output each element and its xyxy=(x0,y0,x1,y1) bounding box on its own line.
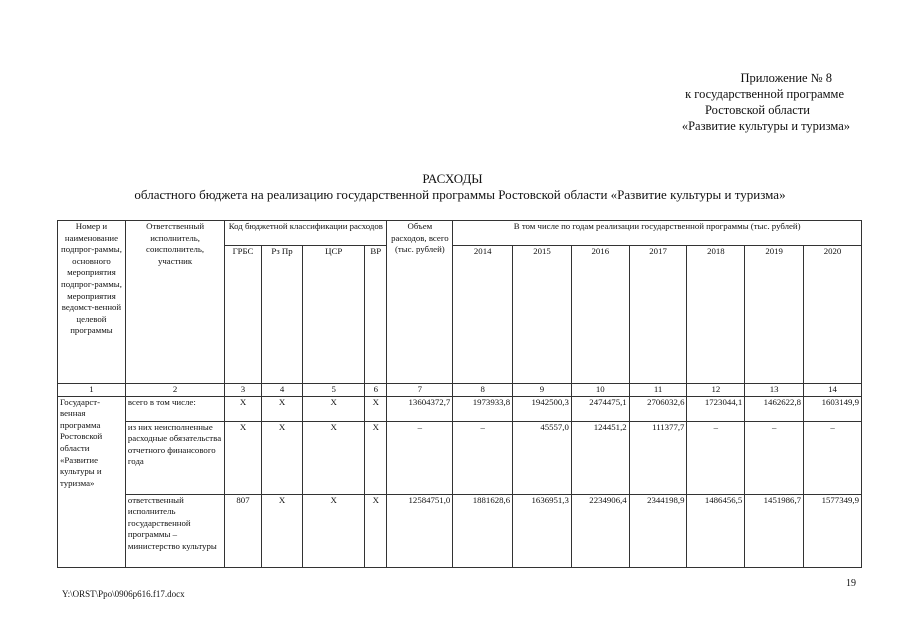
year-cell: 124451,2 xyxy=(571,421,629,494)
col-number: 7 xyxy=(387,384,453,397)
col-number: 10 xyxy=(571,384,629,397)
appendix-line-1: Приложение № 8 xyxy=(740,71,832,85)
total-cell: – xyxy=(387,421,453,494)
csr-cell: Х xyxy=(303,396,365,421)
header-program-name: Номер и наименование подпрог-раммы, основного мероприятия подпрог-раммы, мероприятия ведомст-венной целевой программы xyxy=(58,221,126,384)
col-number: 6 xyxy=(365,384,387,397)
year-cell: 1881628,6 xyxy=(453,494,513,567)
year-cell: – xyxy=(745,421,804,494)
document-subtitle: областного бюджета на реализацию государственной программы Ростовской области «Развитие культуры и туризма» xyxy=(134,187,786,202)
header-year-2018: 2018 xyxy=(687,246,745,384)
col-number: 14 xyxy=(804,384,862,397)
col-number: 3 xyxy=(225,384,261,397)
col-number: 12 xyxy=(687,384,745,397)
expenses-table xyxy=(57,220,862,568)
year-cell: 1973933,8 xyxy=(453,396,513,421)
year-cell: 45557,0 xyxy=(513,421,572,494)
appendix-line-4: «Развитие культуры и туризма» xyxy=(681,119,850,133)
year-cell: 2344198,9 xyxy=(629,494,687,567)
footer-file-path: Y:\ORST\Ppo\0906p616.f17.docx xyxy=(62,589,185,599)
year-cell: – xyxy=(453,421,513,494)
col-number: 4 xyxy=(261,384,303,397)
year-cell: 2474475,1 xyxy=(571,396,629,421)
document-title: РАСХОДЫ xyxy=(422,171,483,186)
year-cell: 1942500,3 xyxy=(513,396,572,421)
col-number: 5 xyxy=(303,384,365,397)
year-cell: 1486456,5 xyxy=(687,494,745,567)
table-row xyxy=(58,396,862,421)
executor-cell: из них неисполненные расходные обязательства отчетного финансового года xyxy=(125,421,224,494)
program-name-cell: Государст-венная программа Ростовской области «Развитие культуры и туризма» xyxy=(58,396,126,567)
header-executor: Ответственный исполнитель, соисполнитель, участник xyxy=(125,221,224,384)
year-cell: – xyxy=(687,421,745,494)
executor-cell: ответственный исполнитель государственной программы – министерство культуры xyxy=(125,494,224,567)
rzpr-cell: Х xyxy=(261,396,303,421)
grbs-cell: Х xyxy=(225,421,261,494)
header-year-2019: 2019 xyxy=(745,246,804,384)
header-year-2014: 2014 xyxy=(453,246,513,384)
col-number: 13 xyxy=(745,384,804,397)
col-number: 9 xyxy=(513,384,572,397)
header-year-2017: 2017 xyxy=(629,246,687,384)
col-number: 8 xyxy=(453,384,513,397)
col-number: 2 xyxy=(125,384,224,397)
total-cell: 12584751,0 xyxy=(387,494,453,567)
vr-cell: Х xyxy=(365,494,387,567)
year-cell: 1577349,9 xyxy=(804,494,862,567)
header-vr: ВР xyxy=(365,246,387,384)
year-cell: 111377,7 xyxy=(629,421,687,494)
appendix-line-3: Ростовской области xyxy=(705,103,810,117)
csr-cell: Х xyxy=(303,494,365,567)
csr-cell: Х xyxy=(303,421,365,494)
year-cell: – xyxy=(804,421,862,494)
rzpr-cell: Х xyxy=(261,421,303,494)
table-row xyxy=(58,421,862,494)
year-cell: 1723044,1 xyxy=(687,396,745,421)
page-number: 19 xyxy=(846,578,856,589)
year-cell: 2234906,4 xyxy=(571,494,629,567)
table-row xyxy=(58,494,862,567)
grbs-cell: 807 xyxy=(225,494,261,567)
header-rzpr: Рз Пр xyxy=(261,246,303,384)
table-header-row xyxy=(58,221,862,246)
header-years-group: В том числе по годам реализации государственной программы (тыс. рублей) xyxy=(453,221,862,246)
rzpr-cell: Х xyxy=(261,494,303,567)
year-cell: 1451986,7 xyxy=(745,494,804,567)
executor-cell: всего в том числе: xyxy=(125,396,224,421)
column-numbers-row xyxy=(58,384,862,397)
year-cell: 1603149,9 xyxy=(804,396,862,421)
vr-cell: Х xyxy=(365,396,387,421)
header-code-group: Код бюджетной классификации расходов xyxy=(225,221,387,246)
header-year-2016: 2016 xyxy=(571,246,629,384)
header-volume: Объем расходов, всего (тыс. рублей) xyxy=(387,221,453,384)
vr-cell: Х xyxy=(365,421,387,494)
appendix-block xyxy=(520,70,850,134)
appendix-line-2: к государственной программе xyxy=(685,87,844,101)
header-grbs: ГРБС xyxy=(225,246,261,384)
total-cell: 13604372,7 xyxy=(387,396,453,421)
header-csr: ЦСР xyxy=(303,246,365,384)
grbs-cell: Х xyxy=(225,396,261,421)
col-number: 11 xyxy=(629,384,687,397)
year-cell: 1462622,8 xyxy=(745,396,804,421)
year-cell: 2706032,6 xyxy=(629,396,687,421)
header-year-2020: 2020 xyxy=(804,246,862,384)
year-cell: 1636951,3 xyxy=(513,494,572,567)
header-year-2015: 2015 xyxy=(513,246,572,384)
col-number: 1 xyxy=(58,384,126,397)
